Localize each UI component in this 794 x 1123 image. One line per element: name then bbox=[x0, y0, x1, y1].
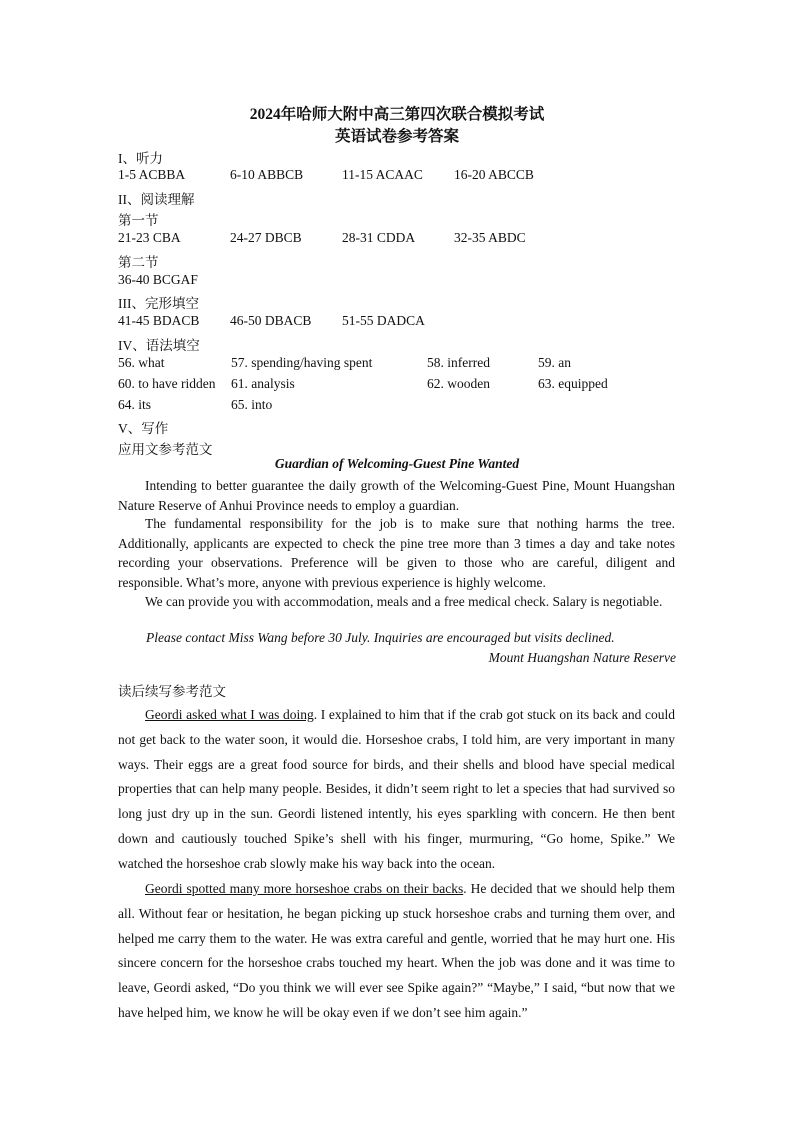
page-subtitle: 英语试卷参考答案 bbox=[334, 128, 459, 145]
listening-answer: 6-10 ABBCB bbox=[230, 167, 304, 182]
grammar-answer: 59. an bbox=[538, 355, 571, 370]
grammar-heading: IV、语法填空 bbox=[118, 338, 200, 353]
cloze-answer: 51-55 DADCA bbox=[342, 313, 425, 328]
continuation-text: . He decided that we should help them all. Without fear or hesitation, he began picking up stuck horseshoe crabs and turning them over, and helped me carry them to the water. He was extra careful and gentle, worried that he may hurt one. His sincere concern for the horseshoe crabs touched my heart. When the job was done and it was time to leave, Geordi asked, “Do you think we will ever see Spike again?” “Maybe,” I said, “but now that we have helped him, we know he will be okay even if we don’t see him again.” bbox=[118, 881, 675, 1020]
listening-answer: 16-20 ABCCB bbox=[454, 167, 534, 182]
grammar-answer: 65. into bbox=[231, 397, 273, 412]
grammar-answer: 61. analysis bbox=[231, 376, 295, 391]
grammar-answer: 62. wooden bbox=[427, 376, 490, 391]
grammar-answer: 60. to have ridden bbox=[118, 376, 216, 391]
reading-answer: 28-31 CDDA bbox=[342, 230, 416, 245]
reading-answer: 32-35 ABDC bbox=[454, 230, 526, 245]
grammar-answer: 56. what bbox=[118, 355, 165, 370]
writing-heading: V、写作 bbox=[118, 421, 169, 436]
continuation-lead-sentence: Geordi asked what I was doing bbox=[145, 707, 314, 722]
reading-section2-heading: 第二节 bbox=[118, 255, 159, 270]
grammar-answer: 57. spending/having spent bbox=[231, 355, 373, 370]
listening-answer: 1-5 ACBBA bbox=[118, 167, 186, 182]
grammar-answer: 63. equipped bbox=[538, 376, 608, 391]
grammar-answer: 64. its bbox=[118, 397, 152, 412]
continuation-heading: 读后续写参考范文 bbox=[118, 684, 226, 699]
practical-writing-heading: 应用文参考范文 bbox=[118, 442, 213, 457]
listening-heading: I、听力 bbox=[118, 151, 163, 166]
reading-answer: 36-40 BCGAF bbox=[118, 272, 198, 287]
reading-heading: II、阅读理解 bbox=[118, 192, 195, 207]
essay-paragraph: We can provide you with accommodation, meals and a free medical check. Salary is negotiable. bbox=[145, 594, 663, 609]
essay-contact: Please contact Miss Wang before 30 July. Inquiries are encouraged but visits declined. bbox=[146, 630, 615, 645]
continuation-lead-sentence: Geordi spotted many more horseshoe crabs on their backs bbox=[145, 881, 464, 896]
continuation-paragraph bbox=[118, 877, 675, 1026]
essay-paragraph: Intending to better guarantee the daily growth of the Welcoming-Guest Pine, Mount Huangshan Nature Reserve of Anhui Province needs to employ a guardian. bbox=[118, 478, 675, 513]
reading-section1-heading: 第一节 bbox=[118, 213, 159, 228]
page-title: 2024年哈师大附中高三第四次联合模拟考试 bbox=[249, 106, 545, 123]
cloze-heading: III、完形填空 bbox=[118, 296, 199, 311]
cloze-answer: 46-50 DBACB bbox=[230, 313, 312, 328]
continuation-paragraph bbox=[118, 703, 675, 877]
essay-signature: Mount Huangshan Nature Reserve bbox=[488, 650, 676, 665]
grammar-answer: 58. inferred bbox=[427, 355, 490, 370]
cloze-answer: 41-45 BDACB bbox=[118, 313, 200, 328]
reading-answer: 21-23 CBA bbox=[118, 230, 181, 245]
essay-paragraph: The fundamental responsibility for the job is to make sure that nothing harms the tree. Additionally, applicants are expected to check the pine tree more than 3 times a day and take notes recording your observations. Preference will be given to those who are careful, diligent and responsible. What’s more, anyone with previous experience is highly welcome. bbox=[118, 516, 675, 590]
reading-answer: 24-27 DBCB bbox=[230, 230, 302, 245]
listening-answer: 11-15 ACAAC bbox=[342, 167, 423, 182]
continuation-text: . I explained to him that if the crab got stuck on its back and could not get back to the water soon, it would die. Horseshoe crabs, I told him, are very important in many ways. Their eggs are a great food source for birds, and their shells and blood have special medical properties that can help many people. Besides, it didn’t seem right to let a species that had survived so long just dry up in the sun. Geordi listened intently, his eyes sparkling with concern. He then bent down and cautiously touched Spike’s shell with his finger, murmuring, “Go home, Spike.” We watched the horseshoe crab slowly make his way back into the ocean. bbox=[118, 707, 675, 871]
essay-title: Guardian of Welcoming-Guest Pine Wanted bbox=[274, 456, 520, 471]
